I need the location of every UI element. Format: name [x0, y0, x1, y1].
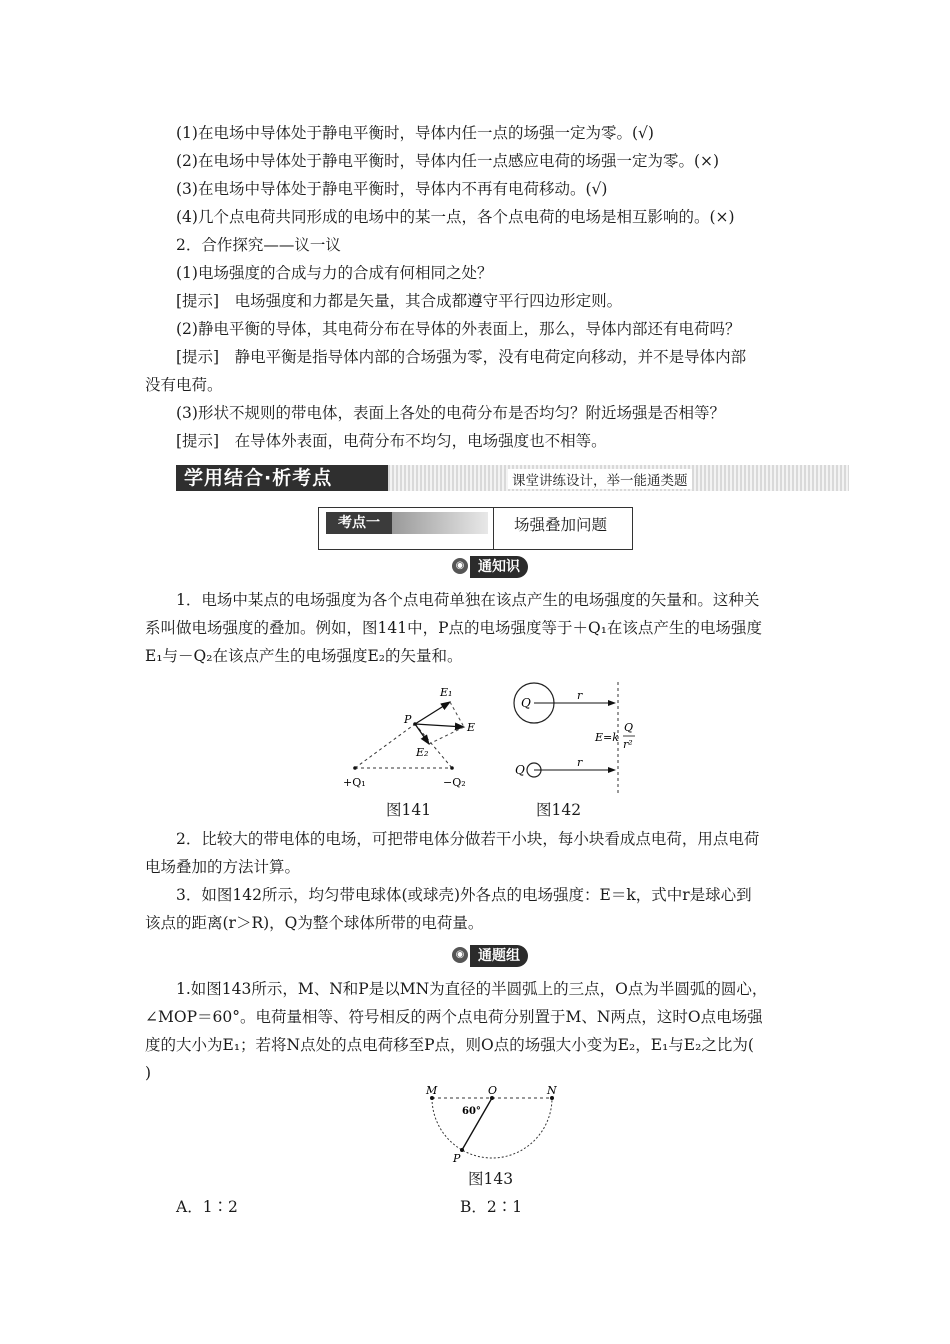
parallelogram-side-2: [429, 727, 464, 744]
kaodian-gradient: [392, 512, 488, 534]
problem-1-line-1: 1.如图143所示，M、N和P是以MN为直径的半圆弧上的三点，O点为半圆弧的圆心，: [176, 980, 768, 998]
judgment-2: (2)在电场中导体处于静电平衡时，导体内任一点感应电荷的场强一定为零。(×): [176, 152, 720, 170]
question-3: (3)形状不规则的带电体，表面上各处的电荷分布是否均匀？附近场强是否相等？: [176, 404, 725, 422]
kaodian-box: [318, 507, 633, 550]
judgment-3: (3)在电场中导体处于静电平衡时，导体内不再有电荷移动。(√): [176, 180, 608, 198]
semicircle-arc: [432, 1098, 552, 1158]
formula-denominator: r²: [623, 738, 633, 751]
tongtizu-label: [452, 945, 542, 967]
label-p: P: [453, 1152, 461, 1165]
judgment-4: (4)几个点电荷共同形成的电场中的某一点，各个点电荷的电场是相互影响的。(×): [176, 208, 735, 226]
label-q-top: Q: [521, 696, 531, 710]
point-q1: [353, 766, 357, 770]
discussion-heading: 2．合作探究——议一议: [176, 236, 341, 254]
fig142-caption: 图142: [536, 801, 582, 819]
tongzhishi-label: [452, 556, 542, 578]
p3-line-2: 该点的距离(r＞R)，Q为整个球体所带的电荷量。: [145, 914, 484, 932]
kaodian-title: 场强叠加问题: [493, 508, 607, 549]
label-e: E: [467, 721, 476, 734]
label-r-bottom: r: [577, 756, 583, 769]
kaodian-tag: 考点一: [326, 512, 392, 534]
label-e2: E₂: [416, 746, 429, 759]
e2-vector: [415, 724, 429, 744]
parallelogram-side-1: [450, 702, 464, 727]
fig143-caption: 图143: [468, 1170, 514, 1188]
figure-142: [503, 678, 653, 800]
fig141-caption: 图141: [386, 801, 432, 819]
problem-1-line-2: ∠MOP＝60°。电荷量相等、符号相反的两个点电荷分别置于M、N两点，这时O点电场强: [145, 1008, 763, 1026]
q1-p-dashed-line: [355, 724, 415, 768]
problem-1-line-3: 度的大小为E₁；若将N点处的点电荷移至P点，则O点的场强大小变为E₂，E₁与E₂之比为(: [145, 1036, 754, 1054]
point-q2: [450, 766, 454, 770]
p1-line-1: 1．电场中某点的电场强度为各个点电荷单独在该点产生的电场强度的矢量和。这种关: [176, 591, 760, 609]
tongtizu-icon: ◉: [452, 947, 468, 963]
tongzhishi-text: 通知识: [470, 556, 528, 578]
label-angle: 60°: [462, 1106, 481, 1117]
label-n: N: [547, 1086, 557, 1097]
tongtizu-text: 通题组: [470, 945, 528, 967]
question-2: (2)静电平衡的导体，其电荷分布在导体的外表面上，那么，导体内部还有电荷吗？: [176, 320, 741, 338]
problem-1-line-4: ): [145, 1064, 152, 1082]
option-a: A．1∶2: [176, 1198, 238, 1216]
label-p: P: [404, 713, 412, 726]
p3-line-1: 3．如图142所示，均匀带电球体(或球壳)外各点的电场强度：E＝k，式中r是球心到: [176, 886, 752, 904]
figure-141: [340, 683, 485, 793]
formula-numerator: Q: [624, 721, 634, 734]
label-r-top: r: [577, 689, 583, 702]
label-m: M: [426, 1086, 438, 1097]
e-vector: [415, 724, 464, 727]
p2-line-2: 电场叠加的方法计算。: [145, 858, 301, 876]
tongzhishi-icon: ◉: [452, 558, 468, 574]
label-q2: −Q₂: [443, 776, 466, 789]
p2-line-1: 2．比较大的带电体的电场，可把带电体分做若干小块，每小块看成点电荷，用点电荷: [176, 830, 760, 848]
label-e1: E₁: [440, 686, 453, 699]
p1-line-2: 系叫做电场强度的叠加。例如，图141中，P点的电场强度等于＋Q₁在该点产生的电场强度: [145, 619, 762, 637]
e1-vector: [415, 702, 450, 724]
point-p: [413, 722, 417, 726]
banner-title: 学用结合·析考点: [176, 465, 388, 491]
hint-3: [提示] 在导体外表面，电荷分布不均匀，电场强度也不相等。: [176, 432, 607, 450]
hint-2-line-2: 没有电荷。: [145, 376, 223, 394]
option-b: B．2∶1: [460, 1198, 523, 1216]
hint-1: [提示] 电场强度和力都是矢量，其合成都遵守平行四边形定则。: [176, 292, 623, 310]
formula-lhs: E=k: [595, 731, 619, 744]
label-q-bottom: Q: [515, 763, 525, 777]
figure-143: [420, 1086, 570, 1166]
judgment-1: (1)在电场中导体处于静电平衡时，导体内任一点的场强一定为零。(√): [176, 124, 654, 142]
label-q1: +Q₁: [343, 776, 366, 789]
label-o: O: [488, 1086, 498, 1097]
point-p: [460, 1148, 464, 1152]
banner-subtitle: 课堂讲练设计，举一能通类题: [508, 469, 692, 489]
p1-line-3: E₁与－Q₂在该点产生的电场强度E₂的矢量和。: [145, 647, 463, 665]
hint-2-line-1: [提示] 静电平衡是指导体内部的合场强为零，没有电荷定向移动，并不是导体内部: [176, 348, 747, 366]
section-banner: [176, 465, 849, 491]
question-1: (1)电场强度的合成与力的合成有何相同之处？: [176, 264, 493, 282]
